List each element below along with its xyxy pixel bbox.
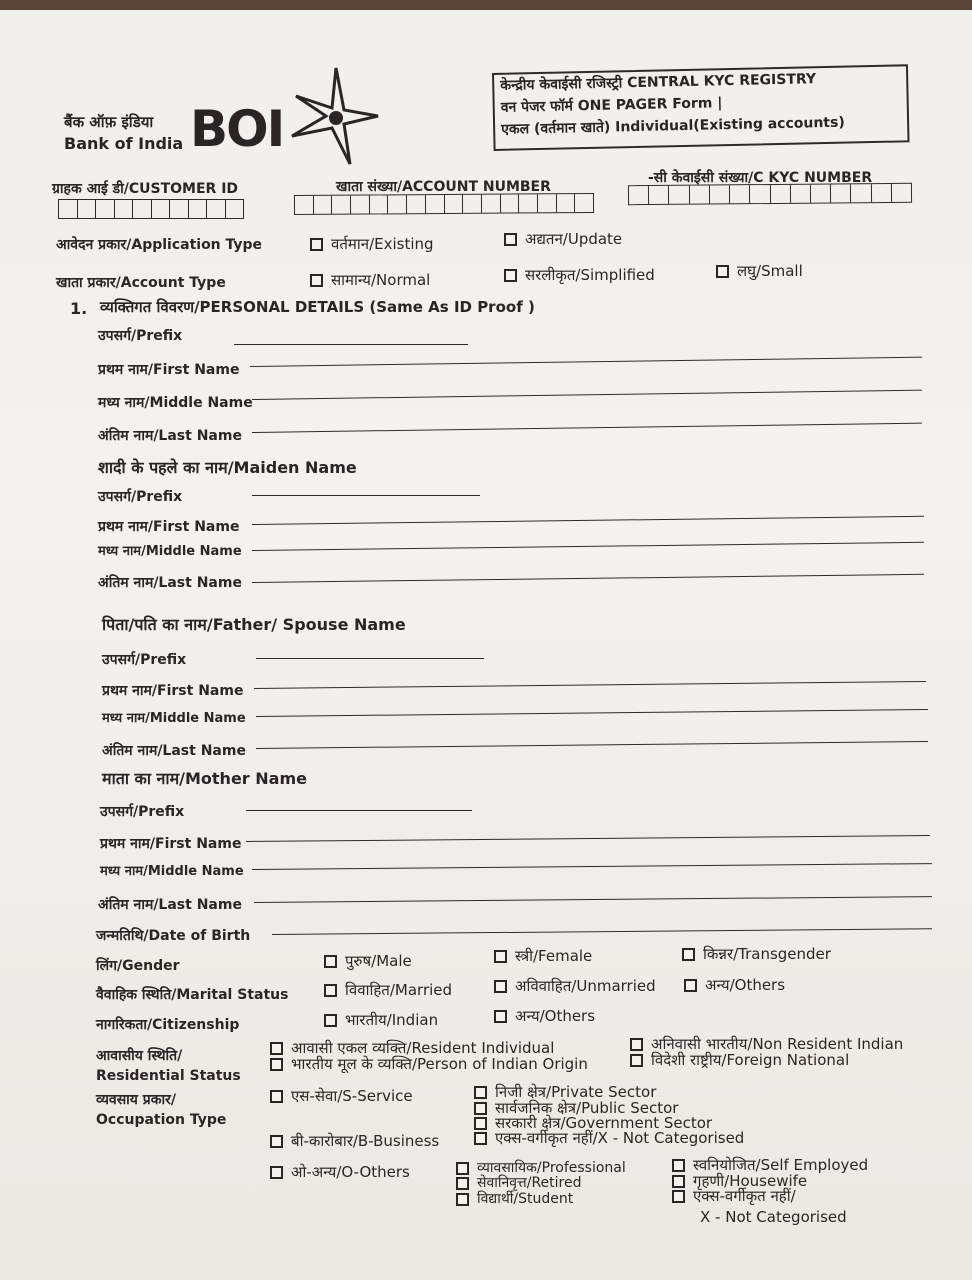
occupation-type-label-en: Occupation Type (96, 1112, 227, 1128)
housewife-option[interactable]: गृहणी/Housewife (672, 1171, 807, 1191)
checkbox-icon[interactable] (684, 979, 697, 992)
non-resident-indian-option[interactable]: अनिवासी भारतीय/Non Resident Indian (630, 1034, 903, 1054)
account-normal-option[interactable]: सामान्य/Normal (310, 270, 430, 290)
page-top-edge (0, 0, 972, 10)
mother-middle-name-input-line[interactable] (252, 863, 932, 870)
father-last-name-input-line[interactable] (256, 741, 928, 749)
government-sector-option[interactable]: सरकारी क्षेत्र/Government Sector (474, 1113, 712, 1133)
account-simplified-option[interactable]: सरलीकृत/Simplified (504, 265, 655, 285)
mother-first-name-input-line[interactable] (246, 835, 930, 842)
maiden-last-name-label: अंतिम नाम/Last Name (98, 575, 242, 591)
prefix-input-line[interactable] (234, 344, 468, 345)
private-sector-option[interactable]: निजी क्षेत्र/Private Sector (474, 1082, 656, 1102)
checkbox-icon[interactable] (270, 1135, 283, 1148)
checkbox-icon[interactable] (494, 950, 507, 963)
bank-name-english: Bank of India (64, 134, 184, 153)
business-not-categorised-option[interactable]: एक्स-वर्गीकृत नहीं/X - Not Categorised (474, 1128, 744, 1148)
customer-id-label: ग्राहक आई डी/CUSTOMER ID (52, 181, 239, 197)
mother-last-name-input-line[interactable] (254, 896, 932, 903)
kyc-registry-box (492, 64, 910, 151)
father-middle-name-label: मध्य नाम/Middle Name (102, 711, 246, 726)
father-first-name-label: प्रथम नाम/First Name (102, 683, 244, 699)
checkbox-icon[interactable] (310, 274, 323, 287)
resident-individual-option[interactable]: आवासी एकल व्यक्ति/Resident Individual (270, 1038, 554, 1058)
citizenship-indian-option[interactable]: भारतीय/Indian (324, 1010, 438, 1030)
father-prefix-input-line[interactable] (256, 658, 484, 659)
marital-others-option[interactable]: अन्य/Others (684, 975, 785, 995)
gender-male-option[interactable]: पुरुष/Male (324, 951, 412, 971)
middle-name-input-line[interactable] (252, 390, 922, 400)
ckyc-number-label: -सी केवाईसी संख्या/C KYC NUMBER (648, 170, 873, 186)
checkbox-icon[interactable] (270, 1058, 283, 1071)
public-sector-option[interactable]: सार्वजनिक क्षेत्र/Public Sector (474, 1098, 678, 1118)
father-first-name-input-line[interactable] (254, 681, 926, 689)
citizenship-others-option[interactable]: अन्य/Others (494, 1006, 595, 1026)
student-option[interactable]: विद्यार्थी/Student (456, 1189, 573, 1208)
father-prefix-label: उपसर्ग/Prefix (102, 652, 187, 668)
customer-id-boxes[interactable] (58, 199, 244, 219)
checkbox-icon[interactable] (310, 238, 323, 251)
o-others-option[interactable]: ओ-अन्य/O-Others (270, 1162, 410, 1182)
marital-status-label: वैवाहिक स्थिति/Marital Status (96, 987, 289, 1003)
application-update-option[interactable]: अद्यतन/Update (504, 229, 622, 249)
star-logo-icon (288, 66, 380, 166)
personal-details-title: व्यक्तिगत विवरण/PERSONAL DETAILS (Same As ID Proof ) (100, 298, 535, 316)
checkbox-icon[interactable] (474, 1132, 487, 1145)
maiden-middle-name-input-line[interactable] (252, 542, 924, 551)
prefix-label: उपसर्ग/Prefix (98, 328, 183, 344)
checkbox-icon[interactable] (270, 1090, 283, 1103)
ckyc-number-boxes[interactable] (628, 183, 912, 205)
father-middle-name-input-line[interactable] (256, 709, 928, 717)
kyc-title: केन्द्रीय केवाईसी रजिस्ट्री CENTRAL KYC REGISTRY (500, 71, 817, 94)
mother-last-name-label: अंतिम नाम/Last Name (98, 897, 242, 913)
checkbox-icon[interactable] (324, 955, 337, 968)
checkbox-icon[interactable] (494, 980, 507, 993)
mother-prefix-label: उपसर्ग/Prefix (100, 804, 185, 820)
self-employed-option[interactable]: स्वनियोजित/Self Employed (672, 1155, 868, 1175)
section-number: 1. (70, 299, 88, 318)
gender-female-option[interactable]: स्त्री/Female (494, 946, 592, 966)
residential-status-label-en: Residential Status (96, 1068, 241, 1084)
dob-label: जन्मतिथि/Date of Birth (96, 928, 251, 944)
application-type-label: आवेदन प्रकार/Application Type (56, 237, 263, 253)
first-name-input-line[interactable] (250, 357, 922, 367)
residential-status-label-hi: आवासीय स्थिति/ (96, 1048, 183, 1064)
father-spouse-heading: पिता/पति का नाम/Father/ Spouse Name (102, 615, 406, 634)
person-indian-origin-option[interactable]: भारतीय मूल के व्यक्ति/Person of Indian Origin (270, 1054, 588, 1074)
account-number-boxes[interactable] (294, 193, 594, 215)
account-small-option[interactable]: लघु/Small (716, 261, 803, 281)
mother-middle-name-label: मध्य नाम/Middle Name (100, 864, 244, 879)
not-categorised-text: X - Not Categorised (700, 1208, 847, 1226)
checkbox-icon[interactable] (716, 265, 729, 278)
dob-input-line[interactable] (272, 928, 932, 935)
maiden-middle-name-label: मध्य नाम/Middle Name (98, 544, 242, 559)
boi-logo-text: BOI (190, 100, 284, 158)
citizenship-label: नागरिकता/Citizenship (96, 1017, 240, 1033)
maiden-first-name-input-line[interactable] (252, 516, 924, 525)
mother-name-heading: माता का नाम/Mother Name (102, 769, 307, 788)
checkbox-icon[interactable] (504, 269, 517, 282)
checkbox-icon[interactable] (270, 1166, 283, 1179)
mother-prefix-input-line[interactable] (246, 810, 472, 811)
marital-unmarried-option[interactable]: अविवाहित/Unmarried (494, 976, 656, 996)
account-type-label: खाता प्रकार/Account Type (56, 275, 226, 291)
first-name-label: प्रथम नाम/First Name (98, 362, 240, 378)
checkbox-icon[interactable] (494, 1010, 507, 1023)
occupation-type-label-hi: व्यवसाय प्रकार/ (96, 1092, 176, 1108)
professional-option[interactable]: व्यावसायिक/Professional (456, 1158, 626, 1177)
checkbox-icon[interactable] (456, 1177, 469, 1190)
maiden-prefix-input-line[interactable] (252, 495, 480, 496)
checkbox-icon[interactable] (324, 984, 337, 997)
last-name-label: अंतिम नाम/Last Name (98, 428, 242, 444)
checkbox-icon[interactable] (672, 1190, 685, 1203)
application-existing-option[interactable]: वर्तमान/Existing (310, 234, 434, 254)
gender-label: लिंग/Gender (96, 958, 180, 974)
maiden-last-name-input-line[interactable] (252, 574, 924, 583)
bank-name-hindi: बैंक ऑफ़ इंडिया (64, 113, 154, 131)
maiden-first-name-label: प्रथम नाम/First Name (98, 519, 240, 535)
father-last-name-label: अंतिम नाम/Last Name (102, 743, 246, 759)
account-number-label: खाता संख्या/ACCOUNT NUMBER (336, 179, 551, 195)
foreign-national-option[interactable]: विदेशी राष्ट्रीय/Foreign National (630, 1050, 849, 1070)
checkbox-icon[interactable] (456, 1193, 469, 1206)
checkbox-icon[interactable] (630, 1054, 643, 1067)
gender-transgender-option[interactable]: किन्नर/Transgender (682, 944, 831, 964)
retired-option[interactable]: सेवानिवृत्त/Retired (456, 1173, 581, 1192)
checkbox-icon[interactable] (682, 948, 695, 961)
checkbox-icon[interactable] (504, 233, 517, 246)
maiden-name-heading: शादी के पहले का नाम/Maiden Name (98, 458, 357, 477)
marital-married-option[interactable]: विवाहित/Married (324, 980, 452, 1000)
maiden-prefix-label: उपसर्ग/Prefix (98, 489, 183, 505)
b-business-option[interactable]: बी-कारोबार/B-Business (270, 1131, 439, 1151)
middle-name-label: मध्य नाम/Middle Name (98, 395, 253, 411)
individual-existing-title: एकल (वर्तमान खाते) Individual(Existing accounts) (501, 114, 845, 138)
last-name-input-line[interactable] (252, 423, 922, 433)
one-pager-title: वन पेजर फॉर्म ONE PAGER Form | (500, 95, 723, 116)
s-service-option[interactable]: एस-सेवा/S-Service (270, 1086, 413, 1106)
checkbox-icon[interactable] (324, 1014, 337, 1027)
others-not-categorised-option[interactable]: एक्स-वर्गीकृत नहीं/ (672, 1186, 796, 1206)
mother-first-name-label: प्रथम नाम/First Name (100, 836, 242, 852)
